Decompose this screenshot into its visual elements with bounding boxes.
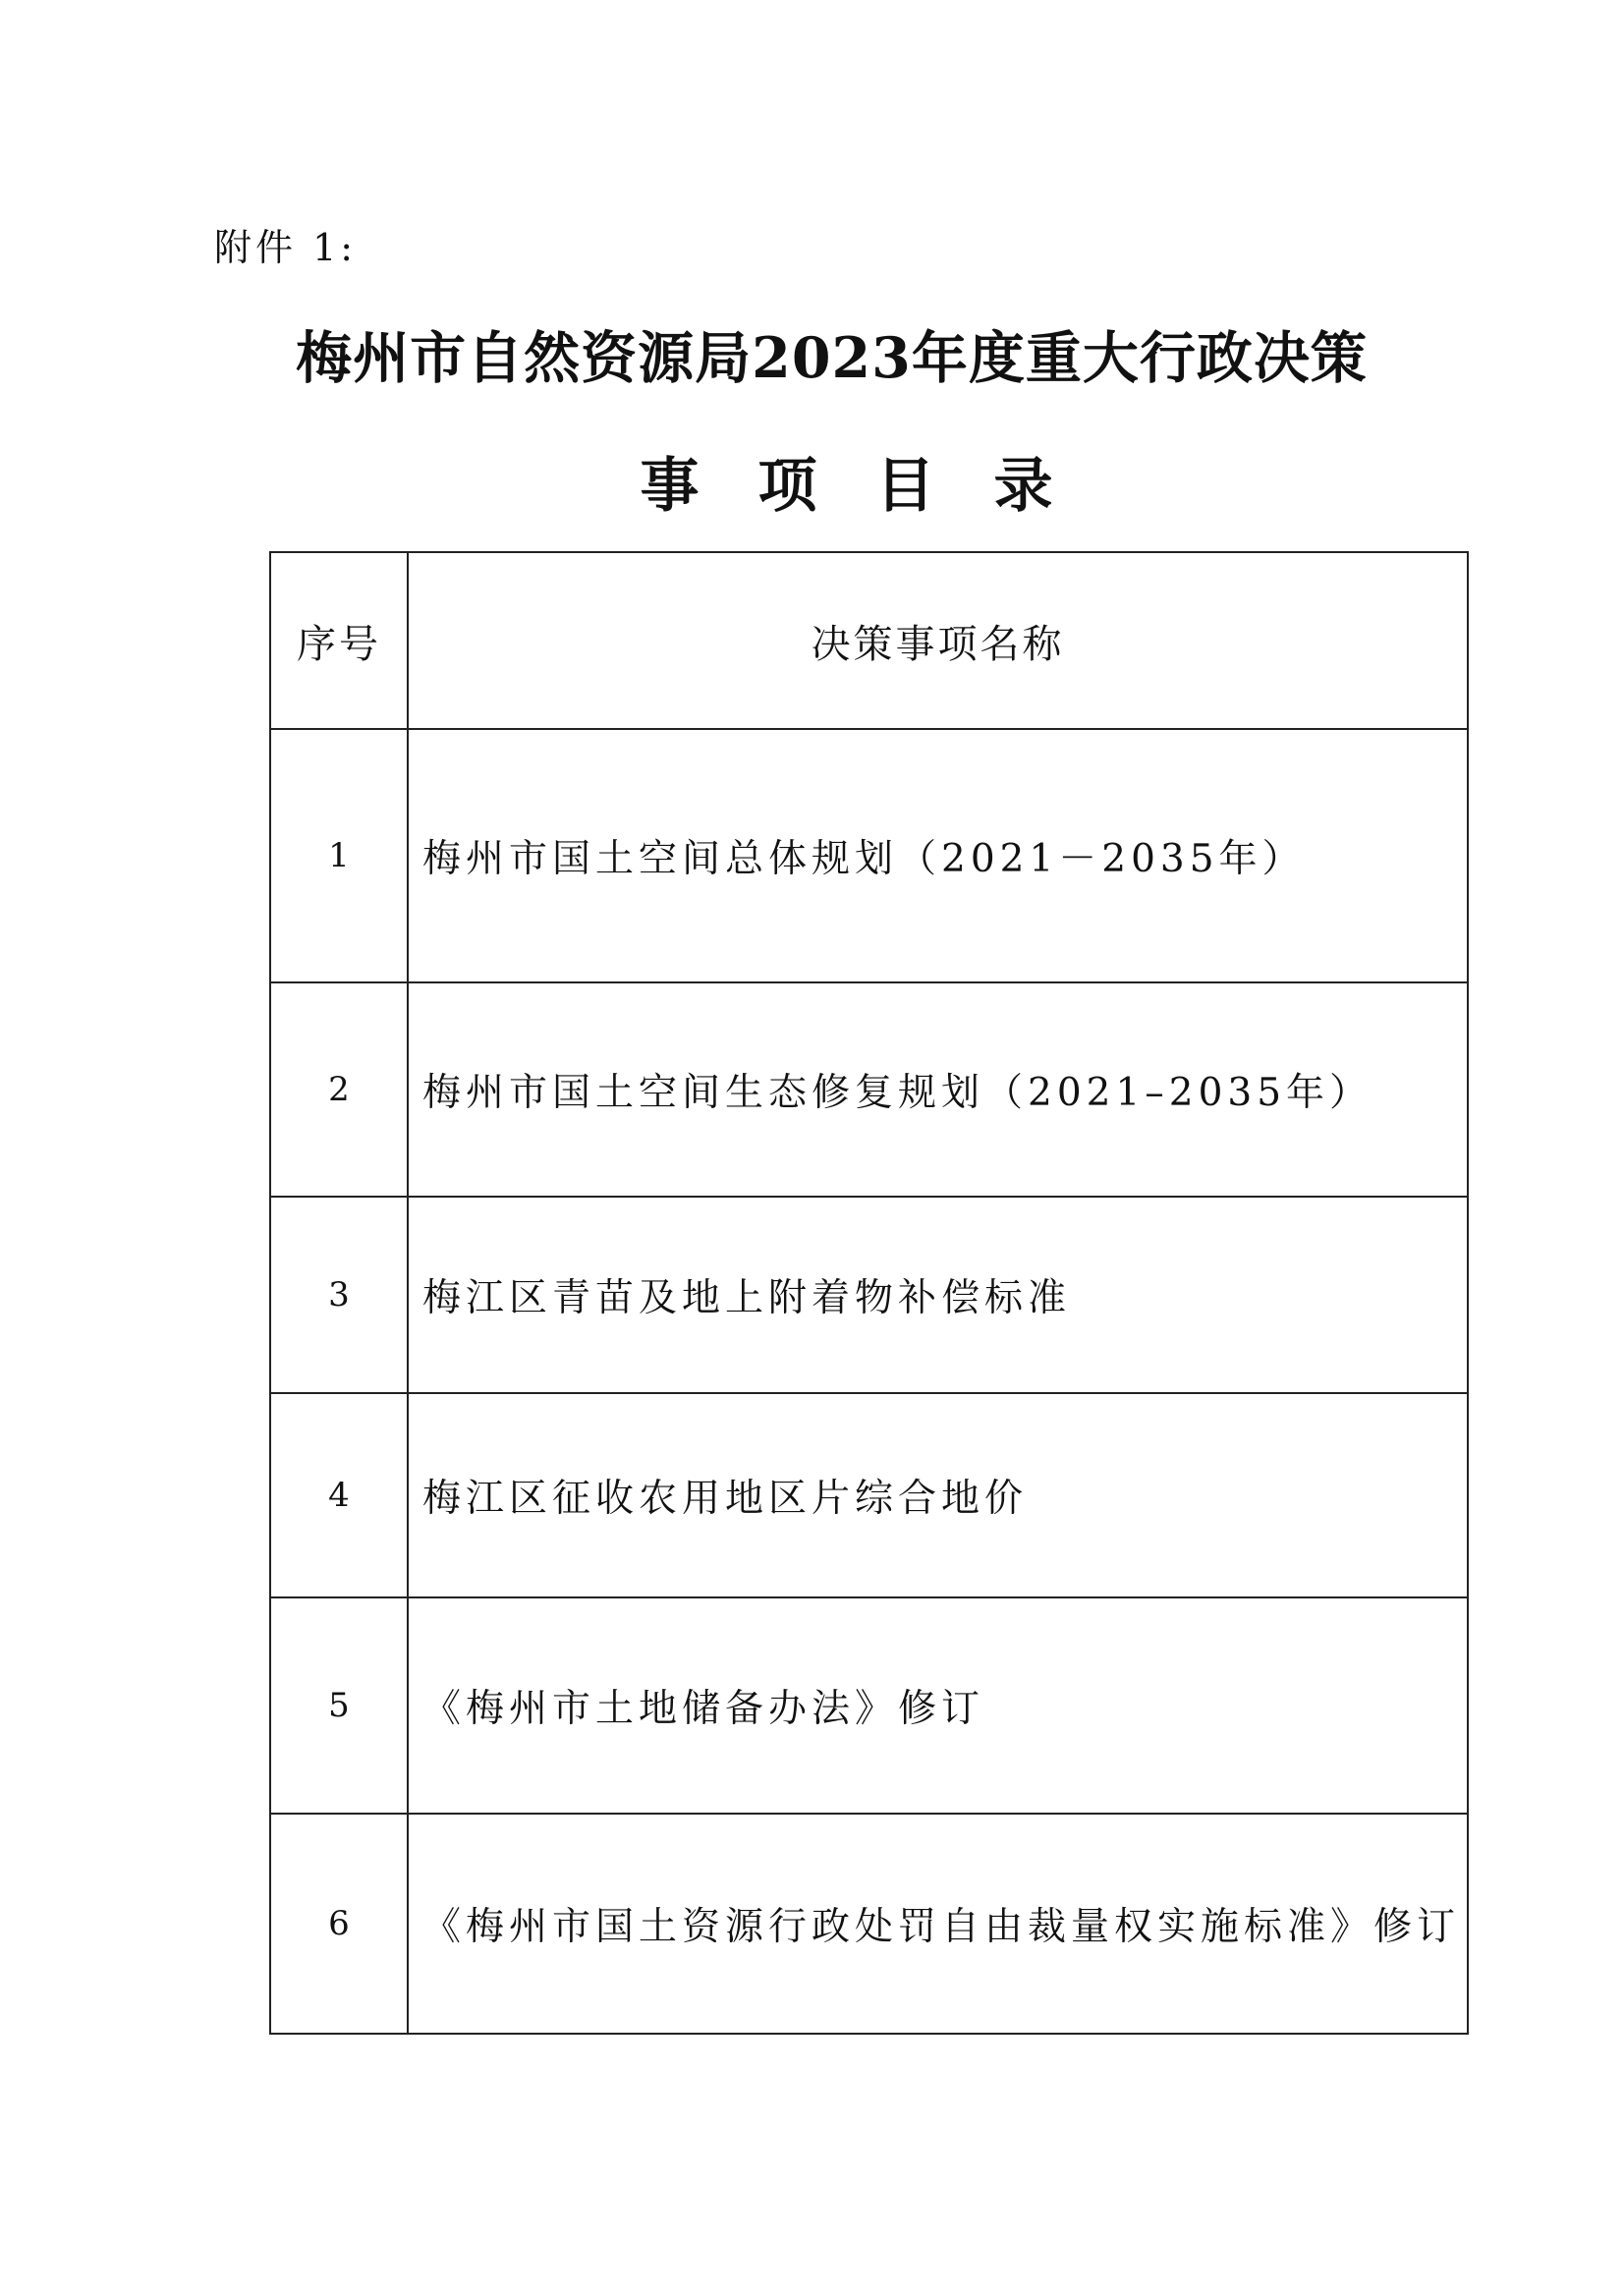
row-serial-number: 4: [270, 1393, 408, 1597]
document-title-line-2: 事项目录: [640, 452, 1112, 521]
decision-items-table: [269, 551, 1469, 2035]
table-row: [270, 1597, 1468, 1814]
row-serial-number: 2: [270, 982, 408, 1197]
row-decision-item-name: 梅江区征收农用地区片综合地价: [408, 1393, 1468, 1597]
table-header-row: [270, 552, 1468, 729]
row-serial-number: 5: [270, 1597, 408, 1814]
table-row: [270, 982, 1468, 1197]
row-serial-number: 6: [270, 1814, 408, 2034]
attachment-label: 附件 1:: [214, 226, 358, 269]
table-row: [270, 1393, 1468, 1597]
table-row: [270, 1814, 1468, 2034]
row-decision-item-name: 梅州市国土空间生态修复规划（2021–2035年）: [408, 982, 1468, 1197]
table-row: [270, 1197, 1468, 1393]
row-decision-item-name: 梅江区青苗及地上附着物补偿标准: [408, 1197, 1468, 1393]
row-serial-number: 3: [270, 1197, 408, 1393]
row-decision-item-name: 《梅州市土地储备办法》修订: [408, 1597, 1468, 1814]
row-serial-number: 1: [270, 729, 408, 982]
row-decision-item-name: 《梅州市国土资源行政处罚自由裁量权实施标准》修订: [408, 1814, 1468, 2034]
document-title-line-1: 梅州市自然资源局2023年度重大行政决策: [296, 325, 1368, 391]
table-row: [270, 729, 1468, 982]
header-serial-number: 序号: [270, 552, 408, 729]
row-decision-item-name: 梅州市国土空间总体规划（2021－2035年）: [408, 729, 1468, 982]
header-decision-item-name: 决策事项名称: [408, 552, 1468, 729]
